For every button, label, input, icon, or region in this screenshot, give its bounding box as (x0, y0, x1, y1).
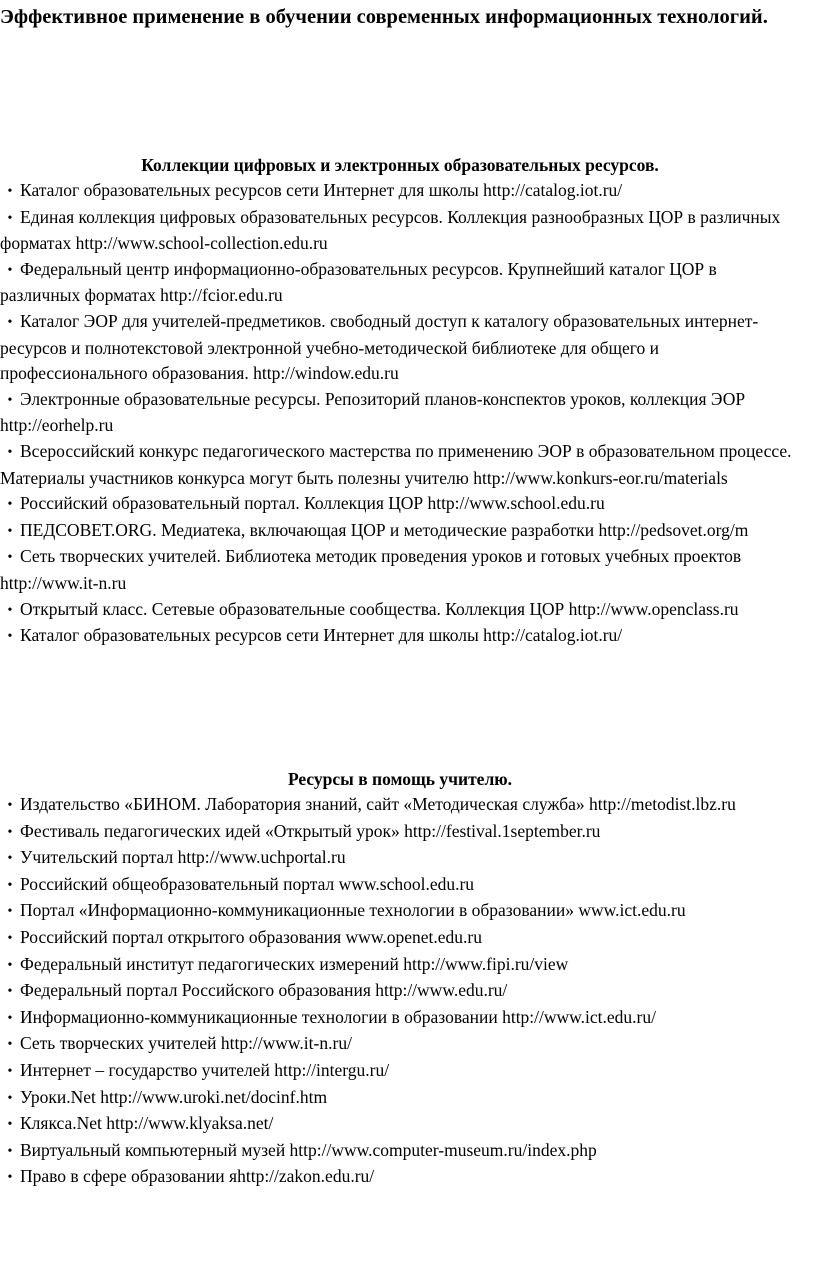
list-item-text: Всероссийский конкурс педагогического мастерства по применению ЭОР в образовательном процессе. Материалы участников конкурса могут быть полезны учителю http://www.konkurs-eor.ru/materials (0, 440, 792, 488)
list-item (0, 178, 800, 205)
bullet-icon: • (7, 444, 13, 460)
list-item (0, 439, 800, 491)
bullet-icon: • (7, 1063, 13, 1079)
bullet-icon: • (7, 629, 13, 645)
bullet-icon: • (7, 984, 13, 1000)
list-item (0, 925, 800, 952)
bullet-icon: • (7, 262, 13, 278)
list-item-text: Фестиваль педагогических идей «Открытый урок» http://festival.1september.ru (20, 820, 601, 841)
bullet-icon: • (7, 851, 13, 867)
list-item (0, 1031, 800, 1058)
list-item (0, 1005, 800, 1032)
bullet-icon: • (7, 497, 13, 513)
bullet-icon: • (7, 957, 13, 973)
list-item (0, 257, 800, 309)
bullet-icon: • (7, 523, 13, 539)
list-item-text: Клякса.Net http://www.klyaksa.net/ (20, 1113, 274, 1134)
document-title: Эффективное применение в обучении современных информационных технологий. (0, 6, 768, 28)
list-item-text: Издательство «БИНОМ. Лаборатория знаний, сайт «Методическая служба» http://metodist.lbz.ru (20, 794, 736, 814)
list-item (0, 597, 800, 624)
list-item-text: Право в сфере образовании яhttp://zakon.edu.ru/ (20, 1166, 375, 1187)
list-item (0, 544, 800, 596)
section-heading: Ресурсы в помощь учителю. (287, 769, 513, 789)
list-item (0, 1138, 800, 1165)
list-item-text: Федеральный портал Российского образования http://www.edu.ru/ (20, 980, 508, 1001)
list-item-text: Портал «Информационно-коммуникационные технологии в образовании» www.ict.edu.ru (20, 900, 686, 921)
list-item-text: Единая коллекция цифровых образовательных ресурсов. Коллекция разнообразных ЦОР в различных форматах http://www.school-collection.edu.ru (0, 206, 781, 254)
list-item-text: ПЕДСОВЕТ.ORG. Медиатека, включающая ЦОР и методические разработки http://pedsovet.org/m (20, 519, 749, 540)
list-item (0, 978, 800, 1005)
list-item (0, 1111, 800, 1138)
section-heading: Коллекции цифровых и электронных образовательных ресурсов. (141, 155, 659, 175)
list-item (0, 1164, 800, 1191)
list-item-text: Федеральный институт педагогических измерений http://www.fipi.ru/view (20, 953, 569, 974)
list-item-text: Каталог образовательных ресурсов сети Интернет для школы http://catalog.iot.ru/ (20, 625, 623, 646)
section-teacher-resources (0, 766, 800, 1191)
list-item (0, 872, 800, 899)
list-item (0, 792, 800, 819)
bullet-icon: • (7, 1117, 13, 1133)
list-item-text: Российский портал открытого образования www.openet.edu.ru (20, 926, 482, 947)
list-item (0, 491, 800, 518)
list-item (0, 952, 800, 979)
list-item-text: Каталог ЭОР для учителей-предметиков. свободный доступ к каталогу образовательных интернет-ресурсов и полнотекстовой электронной учебно-методической библиотеке для общего и профессионального образования. http://window.edu.ru (0, 310, 759, 384)
list-item-text: Каталог образовательных ресурсов сети Интернет для школы http://catalog.iot.ru/ (20, 180, 623, 200)
list-item-text: Информационно-коммуникационные технологии в образовании http://www.ict.edu.ru/ (20, 1006, 656, 1027)
bullet-icon: • (7, 184, 13, 199)
bullet-icon: • (7, 904, 13, 920)
list-item (0, 309, 800, 387)
list-item (0, 819, 800, 846)
resource-list (0, 792, 800, 1191)
list-item-text: Интернет – государство учителей http://intergu.ru/ (20, 1059, 390, 1080)
bullet-icon: • (7, 824, 13, 840)
list-item (0, 1058, 800, 1085)
list-item (0, 518, 800, 545)
list-item (0, 1085, 800, 1112)
bullet-icon: • (7, 877, 13, 893)
bullet-icon: • (7, 1010, 13, 1026)
list-item-text: Электронные образовательные ресурсы. Репозиторий планов-конспектов уроков, коллекция ЭОР http://eorhelp.ru (0, 388, 746, 436)
list-item-text: Учительский портал http://www.uchportal.ru (20, 847, 346, 868)
bullet-icon: • (7, 930, 13, 946)
list-item (0, 845, 800, 872)
list-item-text: Открытый класс. Сетевые образовательные сообщества. Коллекция ЦОР http://www.openclass.ru (20, 598, 739, 619)
bullet-icon: • (7, 798, 13, 813)
list-item (0, 898, 800, 925)
bullet-icon: • (7, 1170, 13, 1186)
list-item-text: Российский образовательный портал. Коллекция ЦОР http://www.school.edu.ru (20, 493, 605, 514)
bullet-icon: • (7, 1090, 13, 1106)
list-item (0, 205, 800, 257)
list-item (0, 387, 800, 439)
bullet-icon: • (7, 1143, 13, 1159)
bullet-icon: • (7, 314, 13, 330)
list-item-text: Российский общеобразовательный портал www.school.edu.ru (20, 873, 475, 894)
bullet-icon: • (7, 602, 13, 618)
bullet-icon: • (7, 550, 13, 566)
list-item-text: Сеть творческих учителей http://www.it-n.ru/ (20, 1033, 352, 1054)
resource-list (0, 178, 800, 650)
bullet-icon: • (7, 1037, 13, 1053)
bullet-icon: • (7, 210, 13, 226)
list-item-text: Федеральный центр информационно-образовательных ресурсов. Крупнейший каталог ЦОР в различных форматах http://fcior.edu.ru (0, 258, 717, 306)
bullet-icon: • (7, 392, 13, 408)
list-item-text: Сеть творческих учителей. Библиотека методик проведения уроков и готовых учебных проектов http://www.it-n.ru (0, 546, 742, 593)
list-item-text: Уроки.Net http://www.uroki.net/docinf.htm (20, 1086, 328, 1107)
section-digital-collections (0, 152, 800, 650)
list-item (0, 623, 800, 650)
list-item-text: Виртуальный компьютерный музей http://www.computer-museum.ru/index.php (20, 1139, 597, 1160)
